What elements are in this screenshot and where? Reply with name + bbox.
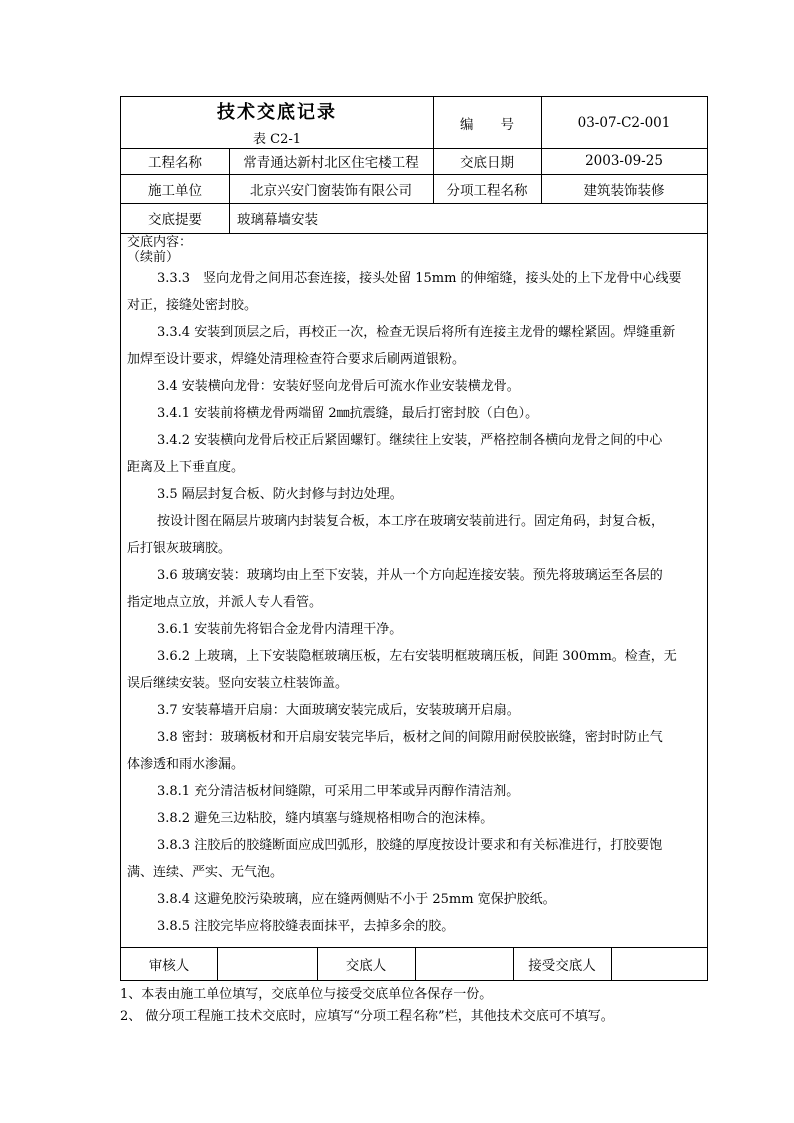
footnote-1: 1、本表由施工单位填写，交底单位与接受交底单位各保存一份。 bbox=[120, 987, 493, 1002]
reviewer-label: 审核人 bbox=[148, 957, 190, 974]
content-line: 体渗透和雨水渗漏。 bbox=[127, 757, 245, 772]
receiver-signature-field[interactable] bbox=[611, 947, 707, 980]
number-value: 03-07-C2-001 bbox=[577, 114, 671, 131]
tech-disclosure-form bbox=[120, 96, 708, 981]
content-line: 加焊至设计要求，焊缝处清理检查符合要求后刷两道银粉。 bbox=[127, 352, 466, 367]
content-line: 3.8.1 充分清洁板材间缝隙，可采用二甲苯或异丙醇作清洁剂。 bbox=[157, 784, 520, 799]
receiver-label: 接受交底人 bbox=[528, 957, 596, 974]
date-label: 交底日期 bbox=[460, 155, 514, 171]
content-line: 误后继续安装。竖向安装立柱装饰盖。 bbox=[127, 676, 349, 691]
continued-note: （续前） bbox=[127, 250, 180, 265]
title-cell bbox=[121, 97, 433, 148]
form-code: 表 C2-1 bbox=[252, 132, 301, 147]
content-line: 3.4.1 安装前将横龙骨两端留 2㎜抗震缝，最后打密封胶（白色）。 bbox=[157, 406, 539, 421]
content-label: 交底内容： bbox=[127, 235, 193, 250]
content-line: 3.4.2 安装横向龙骨后校正后紧固螺钉。继续往上安装，严格控制各横向龙骨之间的中心 bbox=[157, 433, 663, 448]
summary-label: 交底提要 bbox=[148, 212, 202, 228]
content-line: 按设计图在隔层片玻璃内封装复合板，本工序在玻璃安装前进行。固定角码，封复合板， bbox=[157, 514, 665, 529]
content-line: 3.8.3 注胶后的胶缝断面应成凹弧形，胶缝的厚度按设计要求和有关标准进行，打胶要饱 bbox=[157, 838, 663, 853]
content-line: 3.4 安装横向龙骨：安装好竖向龙骨后可流水作业安装横龙骨。 bbox=[157, 379, 520, 394]
footnote-2: 2、 做分项工程施工技术交底时，应填写“分项工程名称”栏，其他技术交底可不填写。 bbox=[120, 1009, 614, 1024]
content-line: 3.3.3 竖向龙骨之间用芯套连接，接头处留 15mm 的伸缩缝，接头处的上下龙骨中心线要 bbox=[157, 271, 682, 286]
content-line: 3.6 玻璃安装：玻璃均由上至下安装，并从一个方向起连接安装。预先将玻璃运至各层的 bbox=[157, 568, 663, 583]
project-name-value: 常青通达新村北区住宅楼工程 bbox=[243, 155, 419, 171]
content-line: 距离及上下垂直度。 bbox=[127, 460, 245, 475]
presenter-signature-field[interactable] bbox=[415, 947, 513, 980]
presenter-label: 交底人 bbox=[345, 957, 387, 974]
reviewer-signature-field[interactable] bbox=[217, 947, 317, 980]
subproject-value: 建筑装饰装修 bbox=[583, 182, 665, 199]
content-line: 3.6.1 安装前先将铝合金龙骨内清理干净。 bbox=[157, 622, 403, 637]
footnotes bbox=[120, 984, 720, 1028]
subproject-label: 分项工程名称 bbox=[446, 182, 528, 199]
form-title: 技术交底记录 bbox=[217, 102, 337, 123]
contractor-label: 施工单位 bbox=[148, 182, 202, 199]
content-line: 3.5 隔层封复合板、防火封修与封边处理。 bbox=[157, 487, 403, 502]
content-line: 3.3.4 安装到顶层之后，再校正一次，检查无误后将所有连接主龙骨的螺栓紧固。焊缝重新 bbox=[157, 325, 676, 340]
content-line: 后打银灰玻璃胶。 bbox=[127, 541, 232, 556]
content-line: 3.8.2 避免三边粘胶，缝内填塞与缝规格相吻合的泡沫棒。 bbox=[157, 811, 494, 826]
content-line: 3.8 密封：玻璃板材和开启扇安装完毕后，板材之间的间隙用耐侯胶嵌缝，密封时防止气 bbox=[157, 730, 663, 745]
content-line: 3.7 安装幕墙开启扇：大面玻璃安装完成后，安装玻璃开启扇。 bbox=[157, 703, 520, 718]
content-line: 指定地点立放，并派人专人看管。 bbox=[127, 595, 323, 610]
content-line: 满、连续、严实、无气泡。 bbox=[127, 865, 284, 880]
content-line: 对正，接缝处密封胶。 bbox=[127, 298, 258, 313]
number-label: 编 号 bbox=[460, 116, 514, 133]
content-line: 3.8.4 这避免胶污染玻璃，应在缝两侧贴不小于 25mm 宽保护胶纸。 bbox=[157, 892, 556, 907]
summary-value: 玻璃幕墙安装 bbox=[237, 212, 318, 228]
content-line: 3.8.5 注胶完毕应将胶缝表面抹平，去掉多余的胶。 bbox=[157, 919, 455, 934]
date-value: 2003-09-25 bbox=[585, 153, 663, 169]
content-line: 3.6.2 上玻璃，上下安装隐框玻璃压板，左右安装明框玻璃压板，间距 300mm。检查，无 bbox=[157, 649, 677, 664]
project-name-label: 工程名称 bbox=[148, 155, 202, 171]
disclosure-content bbox=[121, 233, 707, 947]
contractor-value: 北京兴安门窗装饰有限公司 bbox=[250, 182, 412, 199]
